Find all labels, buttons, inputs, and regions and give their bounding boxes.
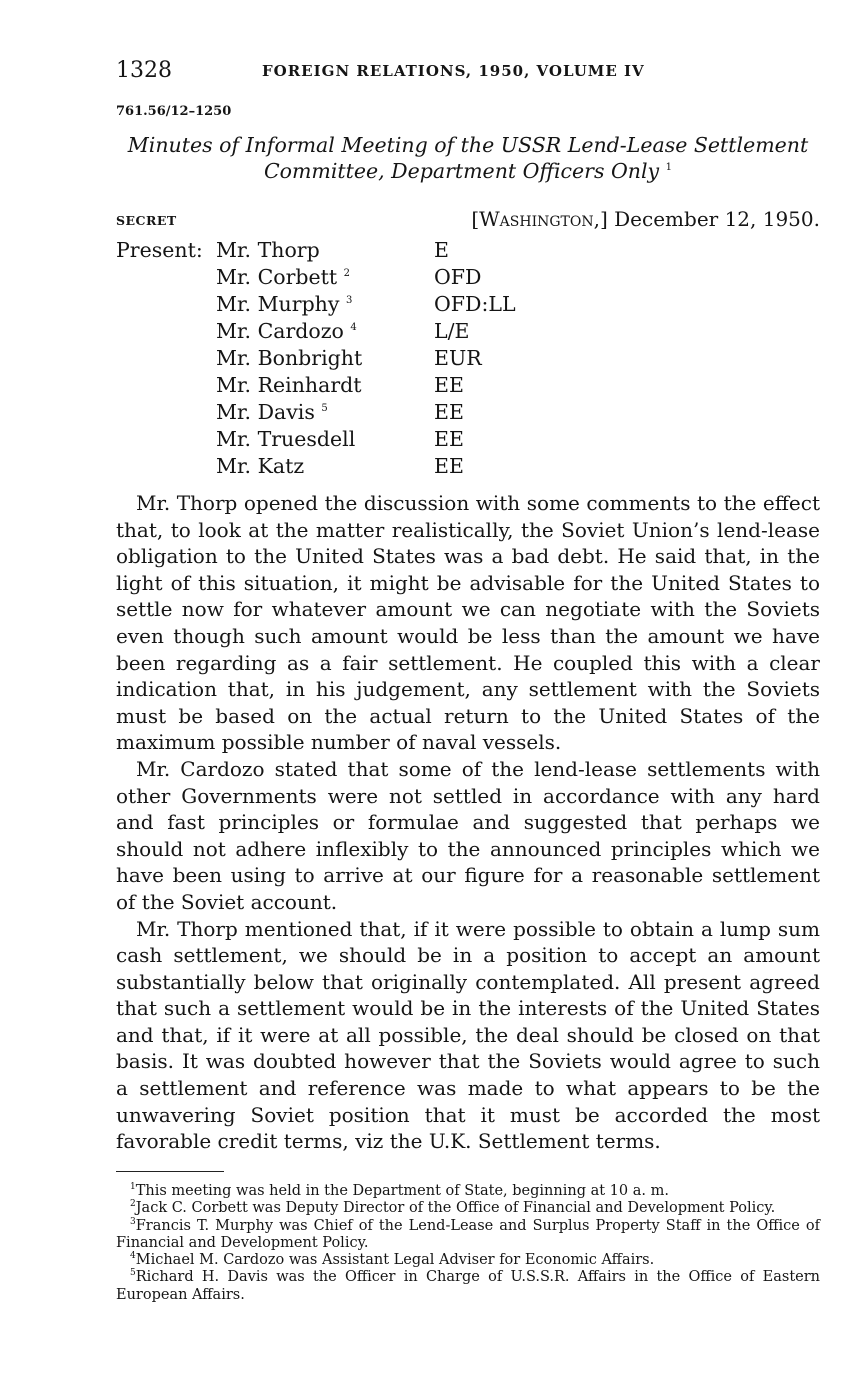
footnote [116, 1183, 820, 1200]
dateline [460, 207, 820, 231]
footnote-number: 1 [130, 1182, 136, 1193]
footnote [116, 1200, 820, 1217]
document-body [116, 490, 820, 1155]
footnote-ref: 5 [321, 403, 328, 415]
attendee-row [0, 319, 855, 346]
attendee-name [216, 400, 328, 424]
attendee-name-text: Mr. Cardozo [216, 319, 344, 343]
attendee-name-text: Mr. Corbett [216, 265, 338, 289]
dateline-place: [Washington,] [471, 207, 608, 231]
footnote [116, 1252, 820, 1269]
attendee-office: EE [434, 427, 464, 451]
footnote [116, 1218, 820, 1253]
attendee-name [216, 373, 361, 397]
attendee-name [216, 265, 350, 289]
document-title [116, 132, 820, 184]
footnote-ref: 3 [346, 295, 353, 307]
body-paragraph: Mr. Thorp mentioned that, if it were possible to obtain a lump sum cash settlement, we should be in a position to accept an amount substantially below that originally contemplated. All present agreed that such a settlement would be in the interests of the United States and that, if it were at all possible, the deal should be closed on that basis. It was doubted however that the Soviets would agree to such a settlement and reference was made to what appears to be the unwavering Soviet position that it must be accorded the most favorable credit terms, viz the U.K. Settlement terms. [116, 916, 820, 1154]
attendee-name [216, 346, 362, 370]
page-header [116, 58, 820, 88]
attendee-row [0, 454, 855, 481]
dateline-date: December 12, 1950. [607, 207, 820, 231]
footnote-number: 2 [130, 1199, 136, 1210]
attendee-office: OFD:LL [434, 292, 516, 316]
footnote-ref: 2 [343, 268, 351, 280]
attendee-office: EE [434, 373, 464, 397]
running-title: FOREIGN RELATIONS, 1950, VOLUME IV [262, 62, 645, 80]
attendee-name-text: Mr. Katz [216, 454, 305, 478]
body-paragraph: Mr. Thorp opened the discussion with some comments to the effect that, to look at the matter realistically, the Soviet Union’s lend-lease obligation to the United States was a bad debt. He said that, in the light of this situation, it might be advisable for the United States to settle now for whatever amount we can negotiate with the Soviets even though such amount would be less than the amount we have been regarding as a fair settlement. He coupled this with a clear indication that, in his judgement, any settlement with the Soviets must be based on the actual return to the United States of the maximum possible number of naval vessels. [116, 491, 820, 755]
attendee-name-text: Mr. Davis [216, 400, 315, 424]
attendee-name [216, 319, 357, 343]
footnote-text: Michael M. Cardozo was Assistant Legal Adviser for Economic Affairs. [135, 1252, 655, 1269]
footnote-ref: 4 [350, 322, 357, 334]
body-paragraph: Mr. Cardozo stated that some of the lend-lease settlements with other Governments were not settled in accordance with any hard and fast principles or formulae and suggested that perhaps we should not adhere inflexibly to the announced principles which we have been using to arrive at our figure for a reasonable settlement of the Soviet account. [116, 756, 820, 914]
footnotes [116, 1183, 820, 1304]
attendee-name-text: Mr. Reinhardt [216, 373, 362, 397]
attendee-row [0, 373, 855, 400]
footnote-number: 5 [130, 1268, 136, 1279]
attendee-office: E [434, 238, 449, 262]
classification-label: SECRET [116, 213, 177, 228]
footnote [116, 1269, 820, 1304]
attendee-name-text: Mr. Bonbright [216, 346, 363, 370]
attendee-office: L/E [434, 319, 470, 343]
present-label: Present: [116, 238, 203, 262]
title-footnote-ref: 1 [665, 162, 673, 174]
page-number: 1328 [116, 58, 172, 83]
attendee-row [0, 292, 855, 319]
attendee-row [0, 400, 855, 427]
footnote-number: 4 [130, 1251, 136, 1262]
footnote-number: 3 [130, 1216, 136, 1227]
footnote-text: This meeting was held in the Department of State, beginning at 10 a. m. [135, 1183, 669, 1199]
title-line-1: Minutes of Informal Meeting of the USSR Lend-Lease Settlement [127, 133, 809, 157]
attendee-name [216, 427, 355, 451]
attendee-office: EE [434, 400, 464, 424]
footnote-divider [116, 1171, 224, 1172]
attendee-office: OFD [434, 265, 482, 289]
attendee-name [216, 238, 320, 262]
footnote-text: Richard H. Davis was the Officer in Charge of U.S.S.R. Affairs in the Office of Eastern European Affairs. [116, 1269, 820, 1303]
attendee-name-text: Mr. Thorp [216, 238, 320, 262]
attendee-name-text: Mr. Truesdell [216, 427, 356, 451]
attendee-name-text: Mr. Murphy [216, 292, 340, 316]
attendee-name [216, 454, 304, 478]
attendee-office: EUR [434, 346, 482, 370]
attendee-name [216, 292, 352, 316]
attendee-row [0, 265, 855, 292]
title-line-2-text: Committee, Department Officers Only [263, 159, 660, 183]
attendee-row [0, 346, 855, 373]
file-number: 761.56/12–1250 [116, 104, 232, 119]
title-line-2 [116, 158, 820, 184]
attendee-row [0, 427, 855, 454]
footnote-text: Francis T. Murphy was Chief of the Lend-Lease and Surplus Property Staff in the Office of Financial and Development Policy. [116, 1217, 820, 1251]
attendee-row [0, 238, 855, 265]
attendee-office: EE [434, 454, 464, 478]
footnote-text: Jack C. Corbett was Deputy Director of the Office of Financial and Development Policy. [135, 1200, 776, 1217]
